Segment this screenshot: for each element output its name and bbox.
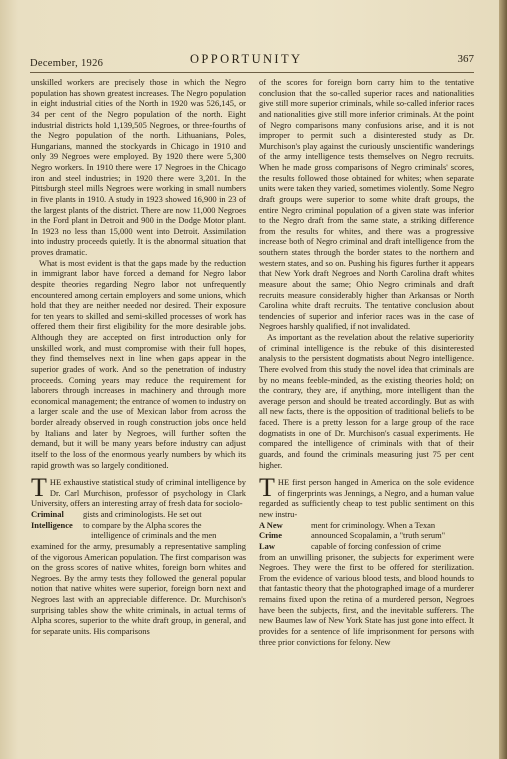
right-dropcap: T — [259, 473, 275, 503]
right-sidenote-row-1 — [259, 520, 474, 531]
right-section-line-c: capable of forcing confession of crime — [311, 540, 442, 551]
header-date: December, 1926 — [30, 58, 104, 69]
header-rule — [30, 72, 474, 73]
right-section-rest: from an unwilling prisoner, the subjects for experiment were Negroes. They were the first to be offered for sterilization. From the evidence of various blood tests, and blood hounds to that fantastic theory that the photographed image of a murderer remains fixed upon the retina of a murdered person, Negroes have been the subjects, first, and the inevitable sufferers. The new Baumes law of New York State has just gone into effect. It provides for a sentence of life imprisonment for persons with three prior convictions for felony. New — [259, 551, 474, 647]
header-title: OPPORTUNITY — [190, 52, 303, 66]
left-sidenote-row-1 — [31, 509, 246, 520]
left-sidenote-2: Intelligence — [31, 519, 73, 530]
right-sidenote-row-3 — [259, 541, 474, 552]
right-sidenote-2: Crime — [259, 530, 282, 541]
right-column — [259, 77, 474, 647]
left-section-intro: HE exhaustive statistical study of criminal intelligence by Dr. Carl Murchison, professor of psychology in Clark University, offers an interesting array of fresh data for sociolo- — [31, 477, 246, 509]
left-column — [31, 77, 246, 637]
right-sidenote-3: Law — [259, 540, 275, 551]
left-sidenote-1: Criminal — [31, 509, 64, 519]
page-spine — [499, 0, 507, 759]
left-dropcap: T — [31, 473, 47, 503]
right-section-line-b: announced Scopalamin, a "truth serum" — [311, 530, 446, 541]
right-sidenote-1: A New — [259, 519, 283, 530]
right-paragraph-2: As important as the revelation about the relative superiority of criminal intelligence is the rebuke of this disinterested analysis to the persistent dogmatists about Negro intelligence. There evolved from this study the novel idea that criminals are by no means feeble-minded, as the existing theories hold; on the contrary, they are, if anything, more intelligent than the average person and should be treated accordingly. But as with all new facts, there is the opposition of traditional beliefs to be faced. There is a pretty lesson for a large group of the race dogmatists in one of Dr. Murchison's casual experiments. He compared the intelligence of criminals with that of their guards, and found the criminals measuring just 75 per cent higher. — [259, 332, 474, 470]
right-sidenote-row-2 — [259, 530, 474, 541]
right-paragraph-1: of the scores for foreign born carry him to the tentative conclusion that the so-called superior races and nationalities give still more superior criminals, while so-called inferior races and nationalities give still more inferior criminals. At the point of Negro comparisons many confusions arise, and it is not improper to permit such a disinterested study as Dr. Murchison's play against the curiously unscientific wanderings of the army intelligence tests themselves on Negro recruits. When he made gross comparisons of Negro criminals' scores, the results followed those obtained for whites; when separate units were taken they varied, sometimes violently. Some Negro draft groups were superior to some white draft groups, the entire Negro criminal population of a given state was inferior to the Negro draft from the same state, a striking difference from the results for whites, and there was a progressive increase both of Negro criminal and draft intelligence from the southern states through the border states to the northern and western states, and so on. Pushing his figures further it appears that New York draft Negroes and North Carolina draft whites measure about the same; Ohio Negro criminals and draft recruits measure considerably higher than Arkansas or North Carolina white draft recruits. The tentative conclusion about tendencies of superior and inferior races was in the case of Negroes harshly qualified, if not invalidated. — [259, 77, 474, 332]
left-paragraph-1: unskilled workers are precisely those in which the Negro population has shown greatest increases. The Negro population in eight industrial cities of the North in 1920 was 526,145, or 34 per cent of the Negro population of the north. Eight industrial districts hold 1,139,505 Negroes, or three-fourths of the Negro population of the north. Lithuanians, Poles, Hungarians, manned the stockyards in Chicago in 1910 and only 39 Negroes were employed. By 1920 there were 5,300 Negro workers. In 1910 there were 17 Negroes in the Chicago iron and steel industries; in 1920 there were 3,201. In the Pittsburgh steel mills Negroes were working in small numbers in five plants in 1910. A study in 1923 showed 16,900 in 23 of the largest plants of the district. There are now 11,000 Negroes in the Ford plant in Detroit and 900 in the Dodge Motor plant. In 1923 no less than 15,000 went into Detroit. Assimilation into industry proceeds quietly. It is the abnormal situation that proves dramatic. — [31, 77, 246, 257]
right-section-new-crime-law — [259, 473, 474, 647]
running-header — [30, 50, 474, 70]
left-section-line-a: gists and criminologists. He set out — [83, 509, 202, 519]
right-section-intro: HE first person hanged in America on the sole evidence of fingerprints was Jennings, a Negro, and a human value regarded as sufficiently cheap to test public sentiment on this new instru- — [259, 477, 474, 519]
left-section-line-c: intelligence of criminals and the men — [91, 530, 217, 541]
left-section-line-b: to compare by the Alpha scores the — [83, 519, 202, 530]
left-section-rest: examined for the army, presumably a representative sampling of the vigorous American population. The first comparison was on the gross scores of native whites, foreign born whites and Negroes. By the army tests they followed the general popular notion that native whites were superior, foreign born next and Negroes last with an appreciable difference. Dr. Murchison's surprising tables show the white criminals, in actual terms of Alpha scores, superior to the white draft group, in general, and for separate units. His comparisons — [31, 540, 246, 636]
right-section-line-a: ment for criminology. When a Texan — [311, 519, 436, 530]
left-sidenote-row-2 — [31, 520, 246, 531]
left-paragraph-2: What is most evident is that the gaps made by the reduction in immigrant labor have forced a demand for Negro labor despite theories regarding Negro labor not unfrequently encountered among certain employers and some unions, which hold that they are neither needed nor desired. Their exposure for ten years to skilled and semi-skilled processes of work has offered them their first eligibility for the more desirable jobs. Although they are accepted on first introduction only for unskilled work, and must compromise with their full hopes, they find themselves next in line when gaps appear in the superior grades of work. And so the penetration of industry proceeds. Coming years may reduce the requirement for laborers through increases in machinery and through more economical management; the entrance of women to industry on a larger scale and the use of Mexican labor from across the border already observed in rough construction jobs once held by Italians and later by Negroes, will further soften the demand, but it will be many years before industry can adjust itself to the loss of the enormous yearly numbers by which its rapid growth was so largely conditioned. — [31, 257, 246, 470]
left-section-criminal-intelligence — [31, 473, 246, 636]
page-number: 367 — [457, 53, 474, 65]
